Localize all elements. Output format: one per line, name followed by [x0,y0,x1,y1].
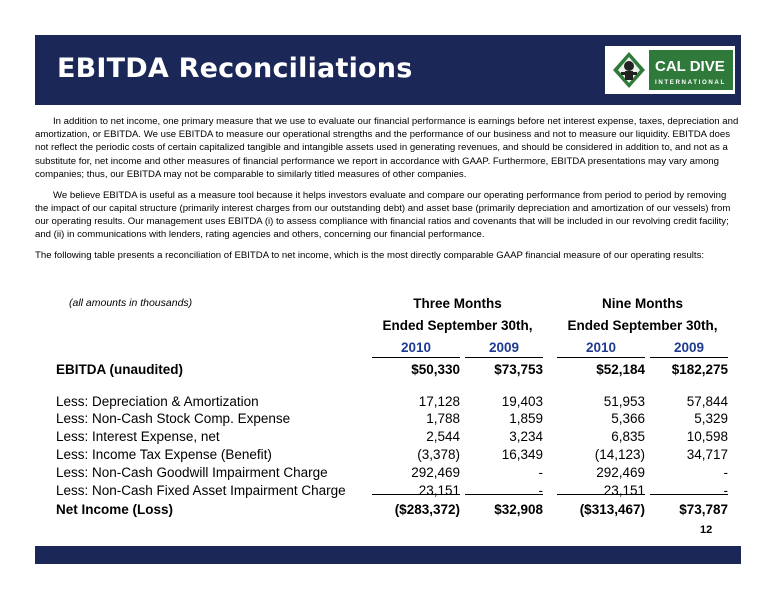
logo-wordmark: CAL DIVE [655,58,725,75]
row-value: 23,151 [418,483,460,498]
row-value: $50,330 [411,362,460,377]
row-value: 5,329 [694,411,728,426]
row-value: $182,275 [671,362,728,377]
row-value: 5,366 [611,411,645,426]
row-value: $73,787 [679,502,728,517]
header-banner [35,35,741,105]
total-rule [650,494,728,495]
amounts-note: (all amounts in thousands) [69,297,193,309]
year-header-9m-2009: 2009 [650,340,728,358]
row-label: EBITDA (unaudited) [56,362,183,377]
intro-paragraph-3: The following table presents a reconciliation of EBITDA to net income, which is the most directly comparable GAAP financial measure of our operating results: [35,249,705,261]
total-rule [372,494,460,495]
row-value: 2,544 [426,429,460,444]
row-label: Less: Income Tax Expense (Benefit) [56,447,272,462]
cal-dive-logo [605,46,735,94]
row-value: - [723,465,728,480]
row-value: 23,151 [603,483,645,498]
three-months-heading: Three Months [413,296,502,311]
row-label: Less: Non-Cash Fixed Asset Impairment Charge [56,483,346,498]
row-value: 17,128 [418,394,460,409]
page-number: 12 [700,524,713,536]
row-label: Less: Depreciation & Amortization [56,394,259,409]
footer-bar [35,546,741,564]
nine-months-heading: Nine Months [602,296,683,311]
total-rule [557,494,645,495]
intro-paragraph-1: In addition to net income, one primary measure that we use to evaluate our financial performance is earnings before net interest expense, taxes, depreciation and amortization, or EBITDA. We use EBITDA to measure our operational strengths and the performance of our business and not to measure our liquidity. EBITDA does not reflect the periodic costs of certain capitalized tangible and intangible assets used in generating revenues, and should be considered in addition to, and not as a substitute for, net income and other measures of financial performance we report in accordance with GAAP. Furthermore, EBITDA presentations may vary among companies; thus, our EBITDA may not be comparable to similarly titled measures of other companies. [35,116,739,180]
row-value: 6,835 [611,429,645,444]
row-value: 292,469 [411,465,460,480]
row-value: $73,753 [494,362,543,377]
row-label: Less: Interest Expense, net [56,429,220,444]
row-value: 292,469 [596,465,645,480]
row-label: Less: Non-Cash Goodwill Impairment Charge [56,465,328,480]
row-label: Net Income (Loss) [56,502,174,517]
row-value: 10,598 [686,429,728,444]
year-header-9m-2010: 2010 [557,340,645,358]
row-value: 3,234 [509,429,543,444]
row-value: - [723,483,728,498]
row-value: ($283,372) [394,502,460,517]
row-value: ($313,467) [579,502,645,517]
row-value: 57,844 [686,394,728,409]
nine-months-subheading: Ended September 30th, [567,318,718,333]
row-value: $52,184 [596,362,645,377]
row-value: (14,123) [594,447,645,462]
row-value: 51,953 [603,394,645,409]
row-value: $32,908 [494,502,543,517]
total-rule [465,494,543,495]
row-value: - [538,465,543,480]
row-value: 1,788 [426,411,460,426]
page-title: EBITDA Reconciliations [57,53,413,84]
intro-text [35,115,741,270]
row-value: 19,403 [501,394,543,409]
three-months-subheading: Ended September 30th, [382,318,533,333]
row-value: 1,859 [509,411,543,426]
row-label: Less: Non-Cash Stock Comp. Expense [56,411,291,426]
year-header-3m-2010: 2010 [372,340,460,358]
row-value: 16,349 [501,447,543,462]
row-value: 34,717 [686,447,728,462]
intro-paragraph-2: We believe EBITDA is useful as a measure tool because it helps investors evaluate and compare our operating performance from period to period by removing the impact of our capital structure (primarily interest charges from our outstanding debt) and asset base (primarily depreciation and amortization of our vessels) from our operating results. Our management uses EBITDA (i) to assess compliance with financial ratios and covenants that will be included in our revolving credit facility; and (ii) in communications with lenders, rating agencies and others, concerning our financial performance. [35,189,731,241]
year-header-3m-2009: 2009 [465,340,543,358]
logo-subtitle: INTERNATIONAL [655,79,726,86]
row-value: - [538,483,543,498]
row-value: (3,378) [417,447,460,462]
